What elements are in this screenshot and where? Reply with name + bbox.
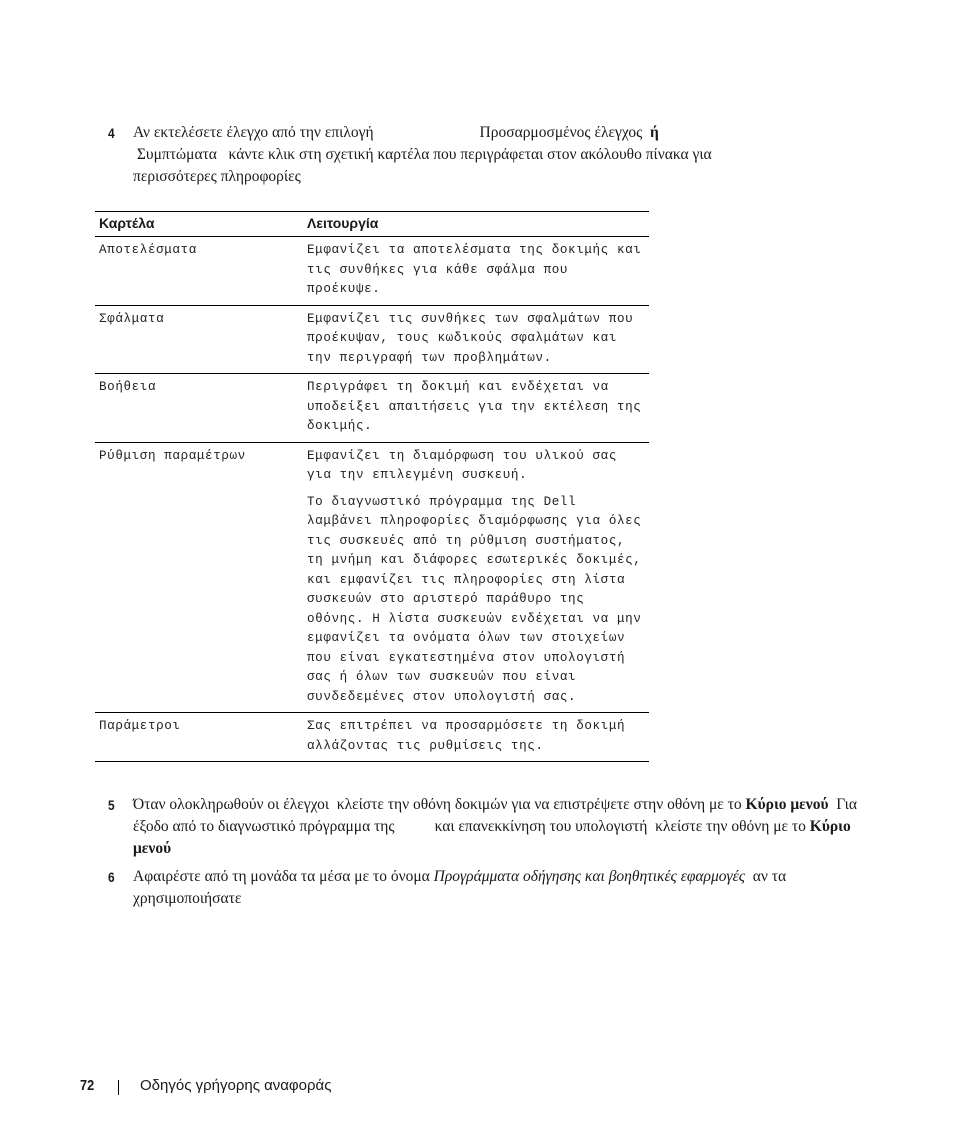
tab-name: Παράμετροι (95, 713, 303, 762)
tab-name: Σφάλματα (95, 305, 303, 374)
menu-name: Κύριο μενού (745, 796, 829, 813)
table-row (95, 305, 649, 374)
column-header-tab: Καρτέλα (95, 212, 303, 237)
step-text-segment: Αν εκτελέσετε έλεγχο από την επιλογή (133, 124, 374, 141)
step-text-segment: κάντε κλικ στη σχετική καρτέλα που περιγράφεται στον ακόλουθο πίνακα για (228, 146, 712, 163)
step-option-name: Προσαρμοσμένος έλεγχος (479, 124, 643, 141)
column-header-function: Λειτουργία (303, 212, 649, 237)
tab-function (303, 305, 649, 374)
tab-function (303, 713, 649, 762)
function-paragraph: Εμφανίζει τα αποτελέσματα της δοκιμής και τις συνθήκες για κάθε σφάλμα που προέκυψε. (307, 243, 642, 296)
step-text (133, 122, 858, 188)
page-footer (80, 1077, 332, 1095)
tab-function (303, 237, 649, 306)
step-number: 5 (108, 797, 115, 813)
step-text (133, 866, 858, 910)
step-text-segment: κλείστε την οθόνη δοκιμών για να επιστρέψετε στην οθόνη με το (336, 796, 742, 813)
tab-function (303, 374, 649, 443)
step-option-name: Συμπτώματα (136, 146, 217, 163)
step-4 (108, 122, 858, 188)
step-5 (108, 794, 858, 860)
step-text (133, 794, 858, 860)
function-paragraph: Εμφανίζει τη διαμόρφωση του υλικού σας για την επιλεγμένη συσκευή. (307, 448, 617, 482)
menu-name: Κύριο μενού (133, 818, 851, 857)
function-paragraph: Σας επιτρέπει να προσαρμόσετε τη δοκιμή αλλάζοντας τις ρυθμίσεις της. (307, 719, 626, 753)
step-text-segment: αν τα χρησιμοποιήσατε (133, 868, 787, 907)
footer-separator (118, 1080, 119, 1095)
table-row (95, 442, 649, 713)
step-number: 6 (108, 869, 115, 885)
step-text-segment: Όταν ολοκληρωθούν οι έλεγχοι (133, 796, 330, 813)
tab-function (303, 442, 649, 713)
function-paragraph: Περιγράφει τη δοκιμή και ενδέχεται να υποδείξει απαιτήσεις για την εκτέλεση της δοκιμής. (307, 380, 642, 433)
step-text-segment: και επανεκκίνηση του υπολογιστή (434, 818, 648, 835)
tab-name: Βοήθεια (95, 374, 303, 443)
tab-name: Ρύθμιση παραμέτρων (95, 442, 303, 713)
step-text-segment: Αφαιρέστε από τη μονάδα τα μέσα με το όνομα (133, 868, 430, 885)
page-number: 72 (80, 1077, 95, 1094)
step-6 (108, 866, 858, 910)
function-paragraph: Εμφανίζει τις συνθήκες των σφαλμάτων που προέκυψαν, τους κωδικούς σφαλμάτων και την περιγραφή των προβλημάτων. (307, 311, 634, 365)
step-text-segment: ή (650, 124, 659, 141)
table-row (95, 374, 649, 443)
tab-name: Αποτελέσματα (95, 237, 303, 306)
step-text-segment: κλείστε την οθόνη με το (655, 818, 806, 835)
document-title: Οδηγός γρήγορης αναφοράς (140, 1077, 332, 1094)
tabs-table (95, 211, 649, 762)
function-paragraph: Το διαγνωστικό πρόγραμμα της Dell λαμβάνει πληροφορίες διαμόρφωσης για όλες τις συσκευές από τη ρύθμιση συστήματος, τη μνήμη και διάφορες εσωτερικές δοκιμές, και εμφανίζει τις πληροφορίες στη λίστα συσκευών στο αριστερό παράθυρο της οθόνης. Η λίστα συσκευών ενδέχεται να μην εμφανίζει τα ονόματα όλων των στοιχείων που είναι εγκατεστημένα στον υπολογιστή σας ή όλων των συσκευών που είναι συνδεδεμένες στον υπολογιστή σας. (307, 494, 642, 704)
table-row (95, 237, 649, 306)
table-row (95, 713, 649, 762)
step-text-segment: περισσότερες πληροφορίες (133, 168, 301, 185)
table-header-row (95, 212, 649, 237)
step-text-segment: Για έξοδο από το διαγνωστικό πρόγραμμα της (133, 796, 857, 835)
step-number: 4 (108, 125, 115, 141)
media-name: Προγράμματα οδήγησης και βοηθητικές εφαρμογές (433, 868, 746, 885)
